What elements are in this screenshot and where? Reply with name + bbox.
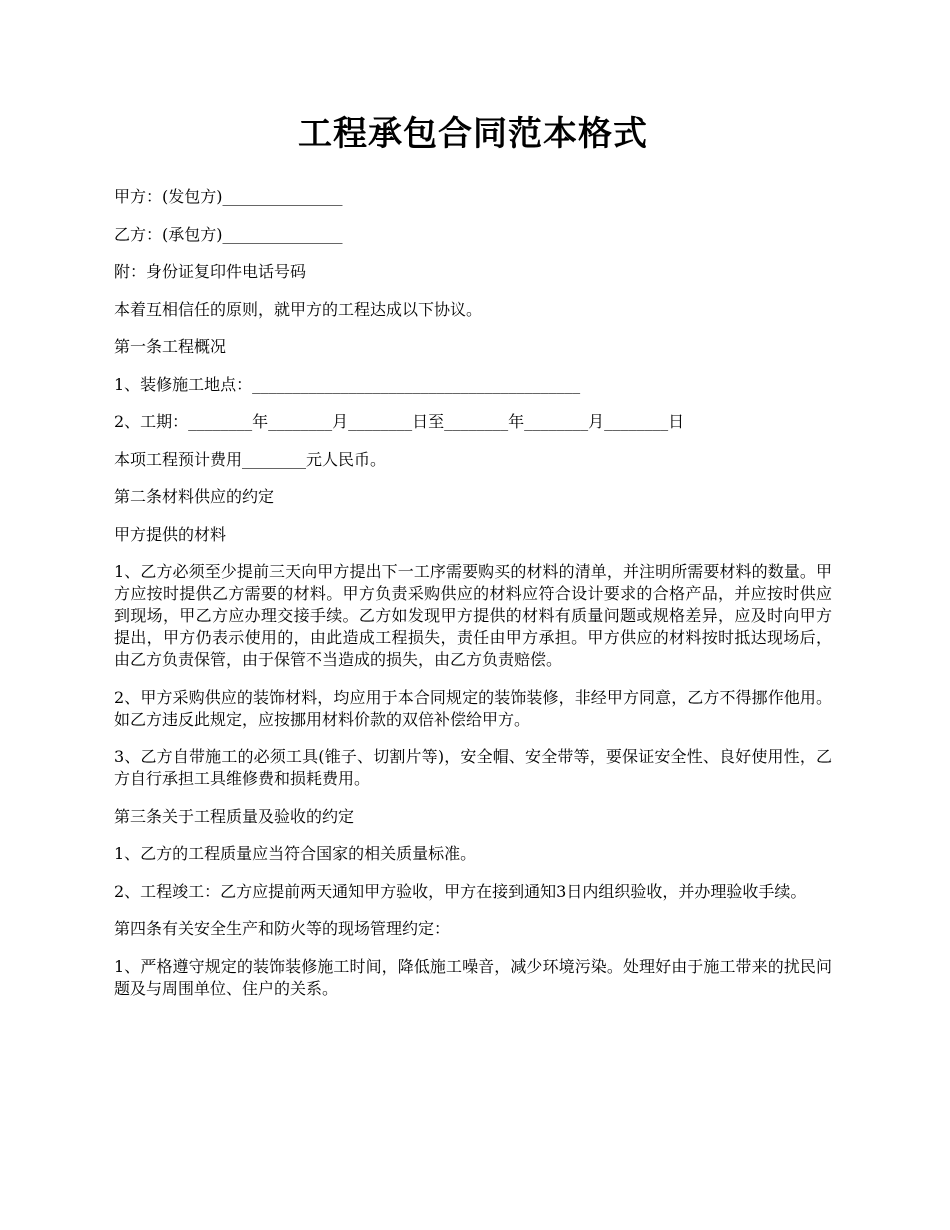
article-4-heading: 第四条有关安全生产和防火等的现场管理约定： bbox=[114, 919, 451, 938]
article-2-item-2: 2、甲方采购供应的装饰材料，均应用于本合同规定的装饰装修，非经甲方同意，乙方不得挪作他用。如乙方违反此规定，应按挪用材料价款的双倍补偿给甲方。 bbox=[114, 687, 832, 729]
article-4-item-1: 1、严格遵守规定的装饰装修施工时间，降低施工噪音，减少环境污染。处理好由于施工带来的扰民问题及与周围单位、住户的关系。 bbox=[114, 956, 832, 998]
article-1-item-2: 2、工期：________年________月________日至________年________月________日 bbox=[114, 412, 685, 431]
article-2-heading: 第二条材料供应的约定 bbox=[114, 487, 275, 506]
article-2-subheading: 甲方提供的材料 bbox=[114, 524, 227, 544]
article-1-heading: 第一条工程概况 bbox=[114, 337, 227, 356]
preamble: 本着互相信任的原则，就甲方的工程达成以下协议。 bbox=[114, 299, 483, 319]
article-3-heading: 第三条关于工程质量及验收的约定 bbox=[114, 806, 355, 826]
article-1-cost: 本项工程预计费用________元人民币。 bbox=[114, 449, 387, 469]
article-1-item-1: 1、装修施工地点：_________________________________________ bbox=[114, 374, 581, 394]
article-3-item-2: 2、工程竣工：乙方应提前两天通知甲方验收，甲方在接到通知3日内组织验收，并办理验收手续。 bbox=[114, 881, 807, 901]
party-b-line: 乙方：(承包方)_______________ bbox=[114, 224, 343, 244]
document-title: 工程承包合同范本格式 bbox=[298, 114, 648, 154]
article-2-item-3: 3、乙方自带施工的必须工具(锥子、切割片等)，安全帽、安全带等，要保证安全性、良好使用性，乙方自行承担工具维修费和损耗费用。 bbox=[114, 747, 832, 788]
party-a-line: 甲方：(发包方)_______________ bbox=[114, 187, 343, 206]
attachment-note: 附：身份证复印件电话号码 bbox=[114, 262, 307, 281]
article-2-item-1: 1、乙方必须至少提前三天向甲方提出下一工序需要购买的材料的清单，并注明所需要材料的数量。甲方应按时提供乙方需要的材料。甲方负责采购供应的材料应符合设计要求的合格产品，并应按时供应到现场，甲乙方应办理交接手续。乙方如发现甲方提供的材料有质量问题或规格差异，应及时向甲方提出，甲方仍表示使用的，由此造成工程损失，责任由甲方承担。甲方供应的材料按时抵达现场后，由乙方负责保管，由于保管不当造成的损失，由乙方负责赔偿。 bbox=[114, 562, 832, 669]
article-3-item-1: 1、乙方的工程质量应当符合国家的相关质量标准。 bbox=[114, 844, 477, 863]
